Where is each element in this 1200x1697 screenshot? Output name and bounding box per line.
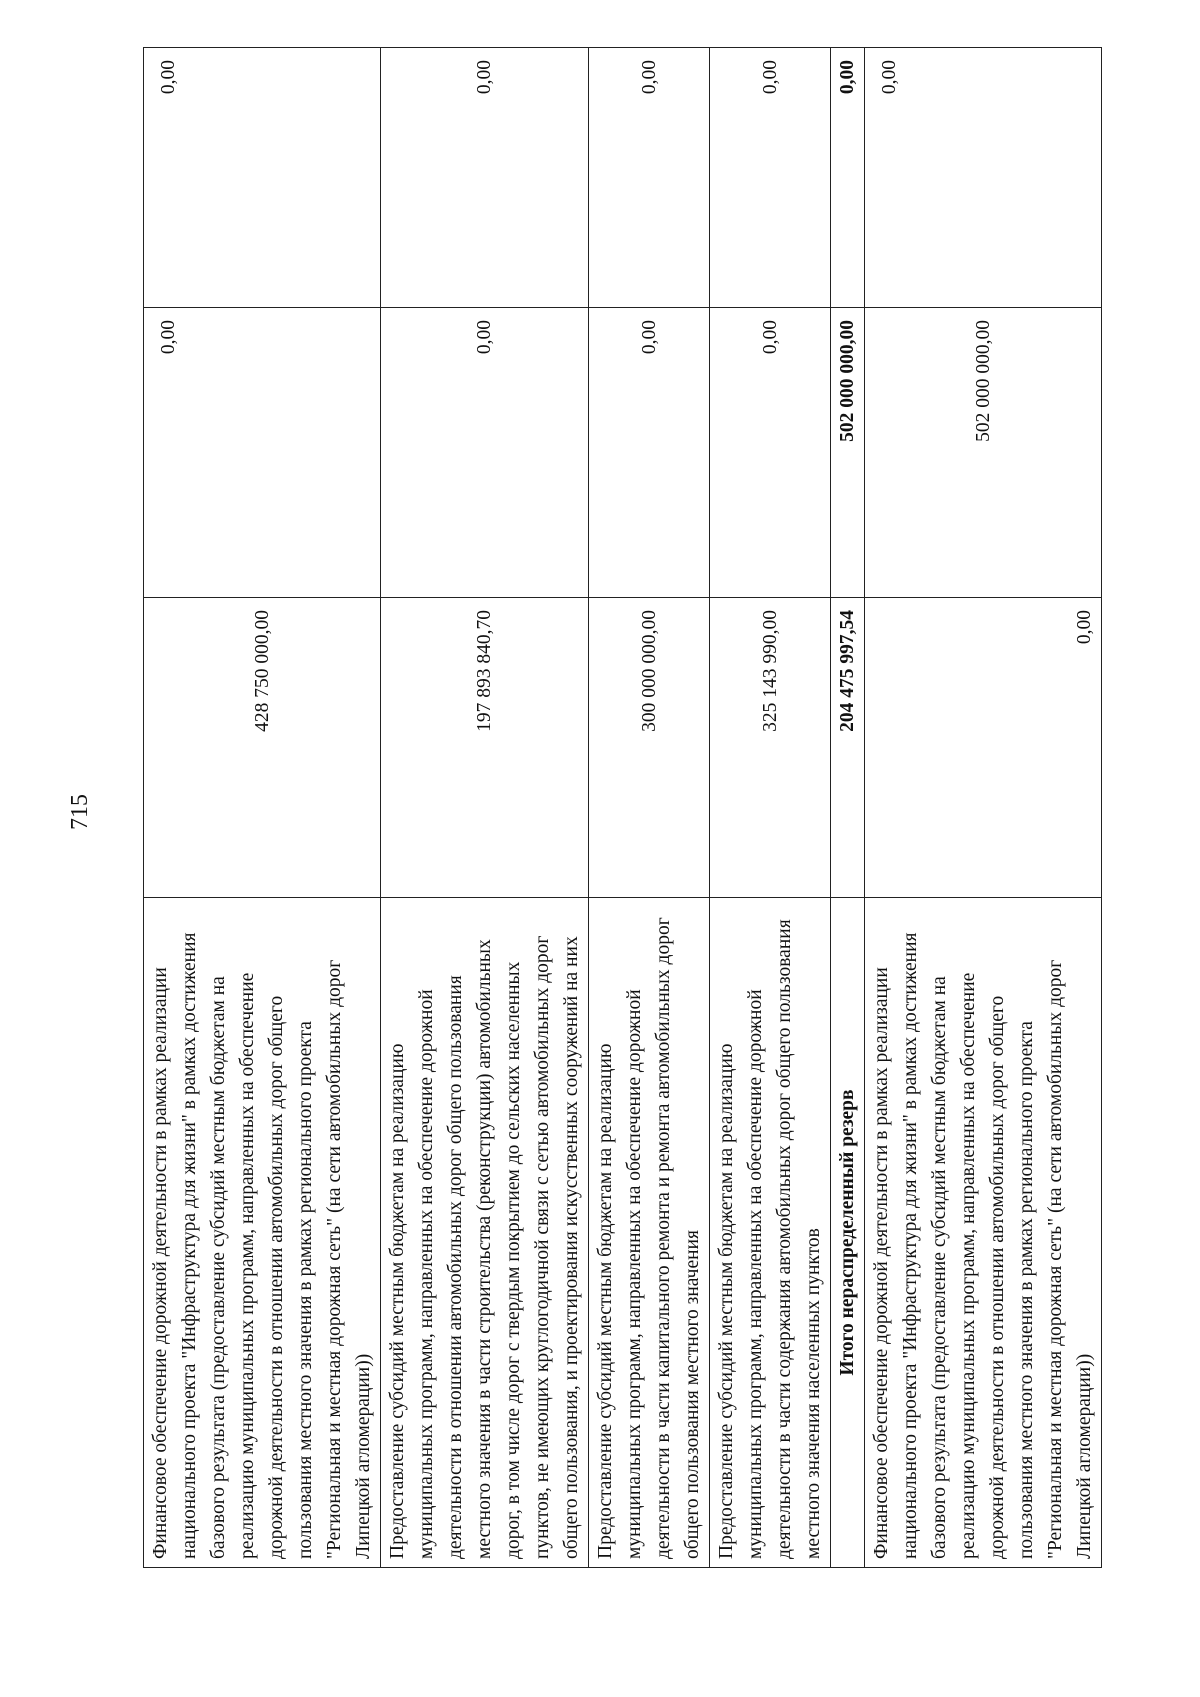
total-amount-cell: 0,00 bbox=[831, 48, 865, 308]
amount-cell: 300 000 000,00 bbox=[589, 598, 710, 898]
amount-cell: 0,00 bbox=[144, 48, 381, 308]
row-description: Предоставление субсидий местным бюджетам на реализацию муниципальных программ, направленных на обеспечение дорожной деятельности в части капитального ремонта и ремонта автомобильных дорог общего пользования местного значения bbox=[589, 898, 710, 1568]
table-row bbox=[865, 48, 1102, 1568]
budget-table bbox=[143, 47, 1102, 1568]
amount-cell: 0,00 bbox=[381, 308, 589, 598]
amount-cell: 0,00 bbox=[865, 48, 1102, 308]
table-row bbox=[710, 48, 831, 1568]
table-row bbox=[589, 48, 710, 1568]
table-row bbox=[381, 48, 589, 1568]
amount-cell: 0,00 bbox=[865, 598, 1102, 898]
amount-cell: 0,00 bbox=[710, 48, 831, 308]
amount-cell: 325 143 990,00 bbox=[710, 598, 831, 898]
amount-cell: 0,00 bbox=[589, 308, 710, 598]
total-label: Итого нераспределенный резерв bbox=[831, 898, 865, 1568]
total-amount-cell: 502 000 000,00 bbox=[831, 308, 865, 598]
page-number: 715 bbox=[67, 794, 93, 830]
table-row bbox=[144, 48, 381, 1568]
rotated-table-container bbox=[143, 48, 1095, 1568]
amount-cell: 0,00 bbox=[381, 48, 589, 308]
total-amount-cell: 204 475 997,54 bbox=[831, 598, 865, 898]
amount-cell: 0,00 bbox=[144, 308, 381, 598]
row-description: Предоставление субсидий местным бюджетам на реализацию муниципальных программ, направленных на обеспечение дорожной деятельности в части содержания автомобильных дорог общего пользования местного значения населенных пунктов bbox=[710, 898, 831, 1568]
total-row bbox=[831, 48, 865, 1568]
row-description: Предоставление субсидий местным бюджетам на реализацию муниципальных программ, направленных на обеспечение дорожной деятельности в отношении автомобильных дорог общего пользования местного значения в части строительства (реконструкции) автомобильных дорог, в том числе дорог с твердым покрытием до сельских населенных пунктов, не имеющих круглогодичной связи с сетью автомобильных дорог общего пользования, и проектирования искусственных сооружений на них bbox=[381, 898, 589, 1568]
row-description: Финансовое обеспечение дорожной деятельности в рамках реализации национального проекта "Инфраструктура для жизни" в рамках достижения базового результата (предоставление субсидий местным бюджетам на реализацию муниципальных программ, направленных на обеспечение дорожной деятельности в отношении автомобильных дорог общего пользования местного значения в рамках регионального проекта "Региональная и местная дорожная сеть" (на сети автомобильных дорог Липецкой агломерации)) bbox=[144, 898, 381, 1568]
amount-cell: 0,00 bbox=[710, 308, 831, 598]
amount-cell: 428 750 000,00 bbox=[144, 598, 381, 898]
amount-cell: 502 000 000,00 bbox=[865, 308, 1102, 598]
row-description: Финансовое обеспечение дорожной деятельности в рамках реализации национального проекта "Инфраструктура для жизни" в рамках достижения базового результата (предоставление субсидий местным бюджетам на реализацию муниципальных программ, направленных на обеспечение дорожной деятельности в отношении автомобильных дорог общего пользования местного значения в рамках регионального проекта "Региональная и местная дорожная сеть" (на сети автомобильных дорог Липецкой агломерации)) bbox=[865, 898, 1102, 1568]
amount-cell: 197 893 840,70 bbox=[381, 598, 589, 898]
amount-cell: 0,00 bbox=[589, 48, 710, 308]
